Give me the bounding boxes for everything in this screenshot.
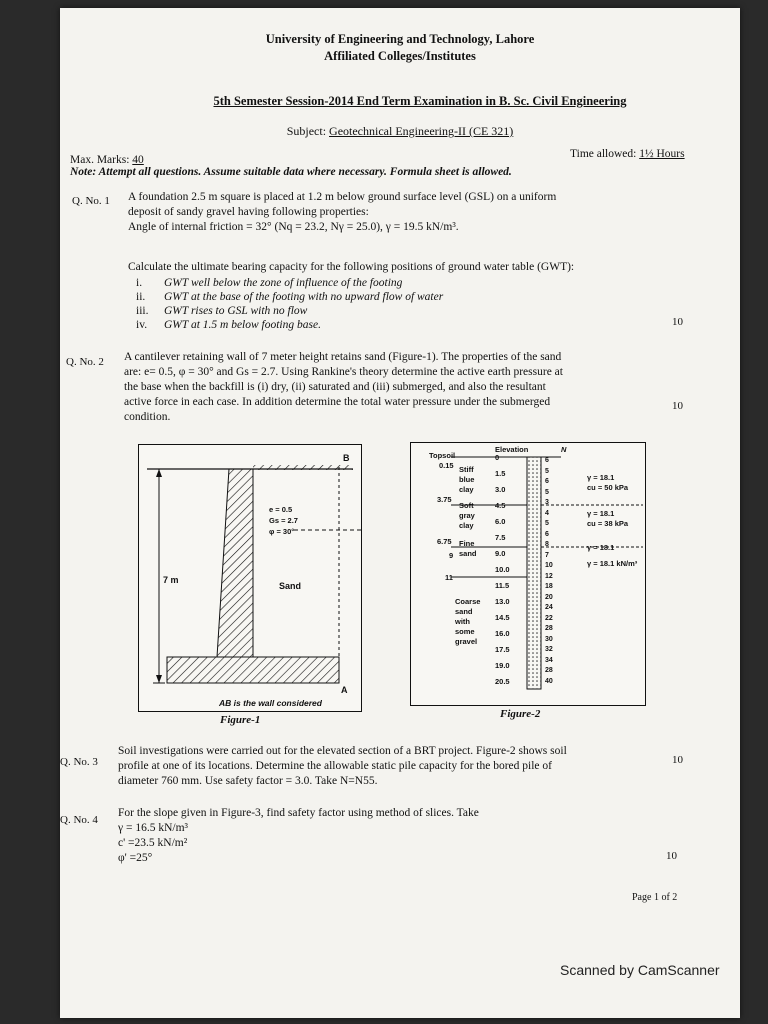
note-line: Note: Attempt all questions. Assume suitable data where necessary. Formula sheet is allowed.	[70, 166, 512, 178]
fig2-n-value: 3	[545, 499, 549, 506]
q4-line1: For the slope given in Figure-3, find safety factor using method of slices. Take	[118, 807, 479, 819]
fig2-elevation: 20.5	[495, 677, 510, 686]
max-marks	[70, 154, 144, 166]
q1-item: i. GWT well below the zone of influence of the footing	[136, 277, 403, 289]
q2-line2: are: e= 0.5, φ = 30° and Gs = 2.7. Using Rankine's theory determine the active earth pressure at	[124, 366, 563, 378]
time-label: Time allowed:	[570, 148, 637, 160]
fig2-n-value: 30	[545, 635, 553, 643]
fig2-layer-depth: 11	[445, 573, 453, 582]
fig2-prop: γ = 18.1 kN/m³	[587, 559, 638, 568]
q3-number: Q. No. 3	[60, 756, 98, 768]
fig2-n-value: 4	[545, 509, 549, 517]
max-marks-value: 40	[132, 154, 144, 166]
fig2-n-value: 18	[545, 583, 553, 590]
q4-c: c' =23.5 kN/m²	[118, 837, 188, 849]
fig2-layer-desc: Stiff blue clay	[459, 465, 475, 494]
fig2-n-value: 32	[545, 646, 553, 653]
q4-gamma: γ = 16.5 kN/m³	[118, 822, 188, 834]
fig2-prop: cu = 50 kPa	[587, 483, 629, 492]
q4-number: Q. No. 4	[60, 814, 98, 826]
fig2-prop: γ = 18.1	[587, 543, 615, 552]
time-value: 1½ Hours	[639, 148, 685, 160]
fig1-e: e = 0.5	[269, 505, 293, 514]
q4-marks: 10	[666, 850, 677, 862]
fig2-elevation: 11.5	[495, 581, 510, 590]
fig2-elevation: 4.5	[495, 501, 506, 510]
fig2-n-value: 7	[545, 551, 549, 559]
q1-item: iii. GWT rises to GSL with no flow	[136, 305, 308, 317]
fig2-n-value: 5	[545, 520, 549, 527]
session-line: 5th Semester Session-2014 End Term Examination in B. Sc. Civil Engineering	[213, 94, 627, 108]
page-number: Page 1 of 2	[632, 892, 678, 903]
fig2-layer-desc: Soft gray clay	[459, 501, 475, 530]
fig2-layer-depth: 3.75	[437, 495, 452, 504]
fig2-layer-depth: 6.75	[437, 537, 452, 546]
q3-line3: diameter 760 mm. Use safety factor = 3.0. Take N=N55.	[118, 775, 378, 787]
figure-2-caption: Figure-2	[500, 708, 541, 720]
figure-1-caption: Figure-1	[220, 714, 261, 726]
fig2-elevation: 10.0	[495, 565, 510, 574]
time-allowed	[570, 148, 685, 160]
fig2-n-value: 6	[545, 530, 549, 538]
fig2-n-value: 12	[545, 572, 553, 580]
q4-text	[118, 806, 678, 866]
subject-label: Subject:	[286, 124, 327, 138]
q1-item: iv. GWT at 1.5 m below footing base.	[136, 319, 321, 331]
fig2-elevation: 7.5	[495, 533, 506, 542]
q1-line2: deposit of sandy gravel having following properties:	[128, 206, 369, 218]
fig2-layer-label: Topsoil	[429, 451, 456, 460]
q1-line3: Angle of internal friction = 32° (Nq = 23.2, Nγ = 25.0), γ = 19.5 kN/m³.	[128, 221, 459, 233]
backfill-surface-hatch	[253, 465, 353, 470]
q2-text	[124, 350, 714, 425]
figure-2	[410, 442, 646, 706]
fig2-n-value: 5	[545, 488, 549, 496]
q2-line1: A cantilever retaining wall of 7 meter height retains sand (Figure-1). The properties of the sand	[124, 351, 562, 363]
q3-marks: 10	[672, 754, 683, 766]
university-title: University of Engineering and Technology, Lahore	[265, 32, 535, 46]
q1-line1: A foundation 2.5 m square is placed at 1.2 m below ground surface level (GSL) on a uniform	[128, 191, 557, 203]
wall-stem	[217, 469, 253, 657]
borehole-column	[527, 457, 541, 689]
q1-number: Q. No. 1	[72, 195, 110, 207]
fig2-n-value: 40	[545, 677, 553, 685]
q2-line5: condition.	[124, 411, 171, 423]
fig1-note: AB is the wall considered	[219, 698, 322, 708]
fig2-layer-desc: Fine sand	[459, 539, 477, 558]
fig2-elevation: 6.0	[495, 517, 506, 526]
max-marks-label: Max. Marks:	[70, 154, 130, 166]
fig2-layer-depth: 9	[449, 551, 454, 560]
q2-line4: active force in each case. In addition determine the total water pressure under the submerged	[124, 396, 551, 408]
q2-number: Q. No. 2	[66, 356, 104, 368]
fig2-n-value: 10	[545, 562, 553, 569]
fig2-n-value: 34	[545, 656, 553, 664]
fig1-height: 7 m	[163, 575, 179, 585]
fig2-elevation: 19.0	[495, 661, 510, 670]
fig2-elevation: 9.0	[495, 549, 506, 558]
fig2-elevation: 13.0	[495, 597, 510, 606]
fig2-elev-header: Elevation	[495, 445, 529, 454]
fig2-n-value: 22	[545, 614, 553, 622]
subject-line	[60, 124, 740, 139]
fig2-elevation: 0	[495, 453, 500, 462]
fig2-n-value: 6	[545, 478, 549, 485]
fig2-elevation: 16.0	[495, 629, 510, 638]
fig2-n-value: 24	[545, 604, 553, 611]
fig2-layer-depth: 0.15	[439, 461, 454, 470]
fig2-n-value: 28	[545, 667, 553, 674]
fig1-gs: Gs = 2.7	[269, 516, 298, 525]
fig2-prop: cu = 38 kPa	[587, 519, 629, 528]
fig2-n-value: 28	[545, 625, 553, 632]
subject-name: Geotechnical Engineering-II (CE 321)	[329, 124, 514, 138]
fig2-n-header: N	[561, 445, 567, 454]
fig1-phi: φ = 30°	[269, 527, 295, 536]
q2-line3: the base when the backfill is (i) dry, (ii) saturated and (iii) submerged, and also the resultant	[124, 381, 546, 393]
fig2-layer-desc: Coarse sand with some gravel	[455, 597, 481, 646]
q1-marks: 10	[672, 316, 683, 328]
fig2-n-value: 6	[545, 457, 549, 464]
scanner-watermark: Scanned by CamScanner	[560, 962, 720, 978]
q1-text	[128, 190, 718, 235]
exam-paper	[60, 8, 740, 1018]
fig1-label-b: B	[343, 453, 350, 463]
fig2-elevation: 17.5	[495, 645, 510, 654]
fig2-elevation: 14.5	[495, 613, 510, 622]
fig1-label-a: A	[341, 685, 348, 695]
q1-item: ii. GWT at the base of the footing with no upward flow of water	[136, 291, 444, 303]
fig2-prop: γ = 18.1	[587, 509, 615, 518]
fig2-n-value: 20	[545, 593, 553, 601]
fig2-prop: γ = 18.1	[587, 473, 615, 482]
q3-line1: Soil investigations were carried out for the elevated section of a BRT project. Figure-2 shows soil	[118, 745, 567, 757]
q1-list	[136, 276, 443, 332]
affiliated-line: Affiliated Colleges/Institutes	[324, 49, 476, 63]
fig2-elevation: 1.5	[495, 469, 506, 478]
q1-instruction: Calculate the ultimate bearing capacity for the following positions of ground water table (GWT):	[128, 261, 575, 273]
fig2-n-value: 8	[545, 541, 549, 548]
fig1-soil: Sand	[279, 581, 302, 591]
figure-1	[138, 444, 362, 712]
fig2-elevation: 3.0	[495, 485, 506, 494]
fig2-n-value: 5	[545, 467, 549, 475]
q3-line2: profile at one of its locations. Determine the allowable static pile capacity for the bored pile of	[118, 760, 552, 772]
q4-phi: φ' =25°	[118, 852, 153, 864]
q3-text	[118, 744, 718, 789]
wall-base	[167, 657, 339, 683]
q2-marks: 10	[672, 400, 683, 412]
